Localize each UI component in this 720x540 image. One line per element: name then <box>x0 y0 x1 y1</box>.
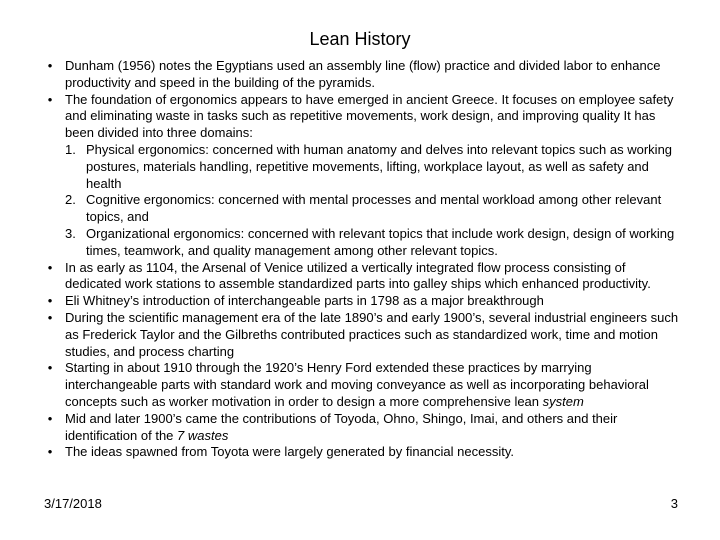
domain-text: Cognitive ergonomics: concerned with mental processes and mental workload among other relevant topics, and <box>86 192 662 225</box>
bullet-list <box>44 58 684 461</box>
bullet-icon: • <box>47 410 53 426</box>
bullet-text: During the scientific management era of the late 1890’s and early 1900’s, several industrial engineers such as Frederick Taylor and the Gilbreths contributed practices such as standardized work, time and motion studies, and process charting <box>65 309 679 359</box>
domain-text: Organizational ergonomics: concerned with relevant topics that include work design, design of working times, teamwork, and quality management among other relevant topics. <box>86 225 675 258</box>
bullet-item-egyptians <box>44 58 684 92</box>
bullet-text: The ideas spawned from Toyota were largely generated by financial necessity. <box>65 444 514 460</box>
bullet-item-scientific-management <box>44 310 684 360</box>
domain-item-physical <box>65 142 684 192</box>
ergonomics-domain-list <box>65 142 684 260</box>
page-number: 3 <box>670 496 678 511</box>
domain-item-cognitive <box>65 192 684 226</box>
bullet-item-ford <box>44 360 684 410</box>
bullet-icon: • <box>47 91 53 107</box>
bullet-text: Mid and later 1900’s came the contributions of Toyoda, Ohno, Shingo, Imai, and others and their identification of the <box>65 410 618 443</box>
bullet-item-financial-necessity <box>44 444 684 461</box>
bullet-icon: • <box>47 309 53 325</box>
slide-title: Lean History <box>309 29 411 49</box>
bullet-text: Starting in about 1910 through the 1920’s Henry Ford extended these practices by marrying interchangeable parts with standard work and moving conveyance as well as incorporating behavioral concepts such as worker motivation in order to design a more comprehensive lean <box>65 360 649 409</box>
bullet-icon: • <box>47 293 53 309</box>
bullet-icon: • <box>47 444 53 460</box>
bullet-icon: • <box>47 259 53 275</box>
bullet-italic-text: system <box>542 393 584 409</box>
domain-item-organizational <box>65 226 684 260</box>
bullet-icon: • <box>47 58 53 73</box>
bullet-item-whitney <box>44 293 684 310</box>
bullet-text: The foundation of ergonomics appears to have emerged in ancient Greece. It focuses on employee safety and eliminating waste in tasks such as repetitive movements, work design, and improving quality It has been divided into three domains: <box>65 91 674 141</box>
list-number: 3. <box>65 225 76 241</box>
bullet-text: Eli Whitney’s introduction of interchangeable parts in 1798 as a major breakthrough <box>65 293 544 309</box>
bullet-item-venice <box>44 260 684 294</box>
bullet-text: Dunham (1956) notes the Egyptians used an assembly line (flow) practice and divided labor to enhance productivity and speed in the building of the pyramids. <box>65 58 661 90</box>
list-number: 2. <box>65 192 76 208</box>
bullet-icon: • <box>47 360 53 376</box>
bullet-text: In as early as 1104, the Arsenal of Venice utilized a vertically integrated flow process consisting of dedicated work stations to assemble standardized parts into galley ships which enhanced productivity. <box>65 259 651 292</box>
bullet-item-toyota-contributions <box>44 411 684 445</box>
list-number: 1. <box>65 141 76 157</box>
bullet-italic-text: 7 wastes <box>177 427 229 443</box>
bullet-item-ergonomics <box>44 92 684 260</box>
domain-text: Physical ergonomics: concerned with human anatomy and delves into relevant topics such as working postures, materials handling, repetitive movements, lifting, workplace layout, as well as safety and health <box>86 141 673 191</box>
footer-date: 3/17/2018 <box>44 496 102 511</box>
